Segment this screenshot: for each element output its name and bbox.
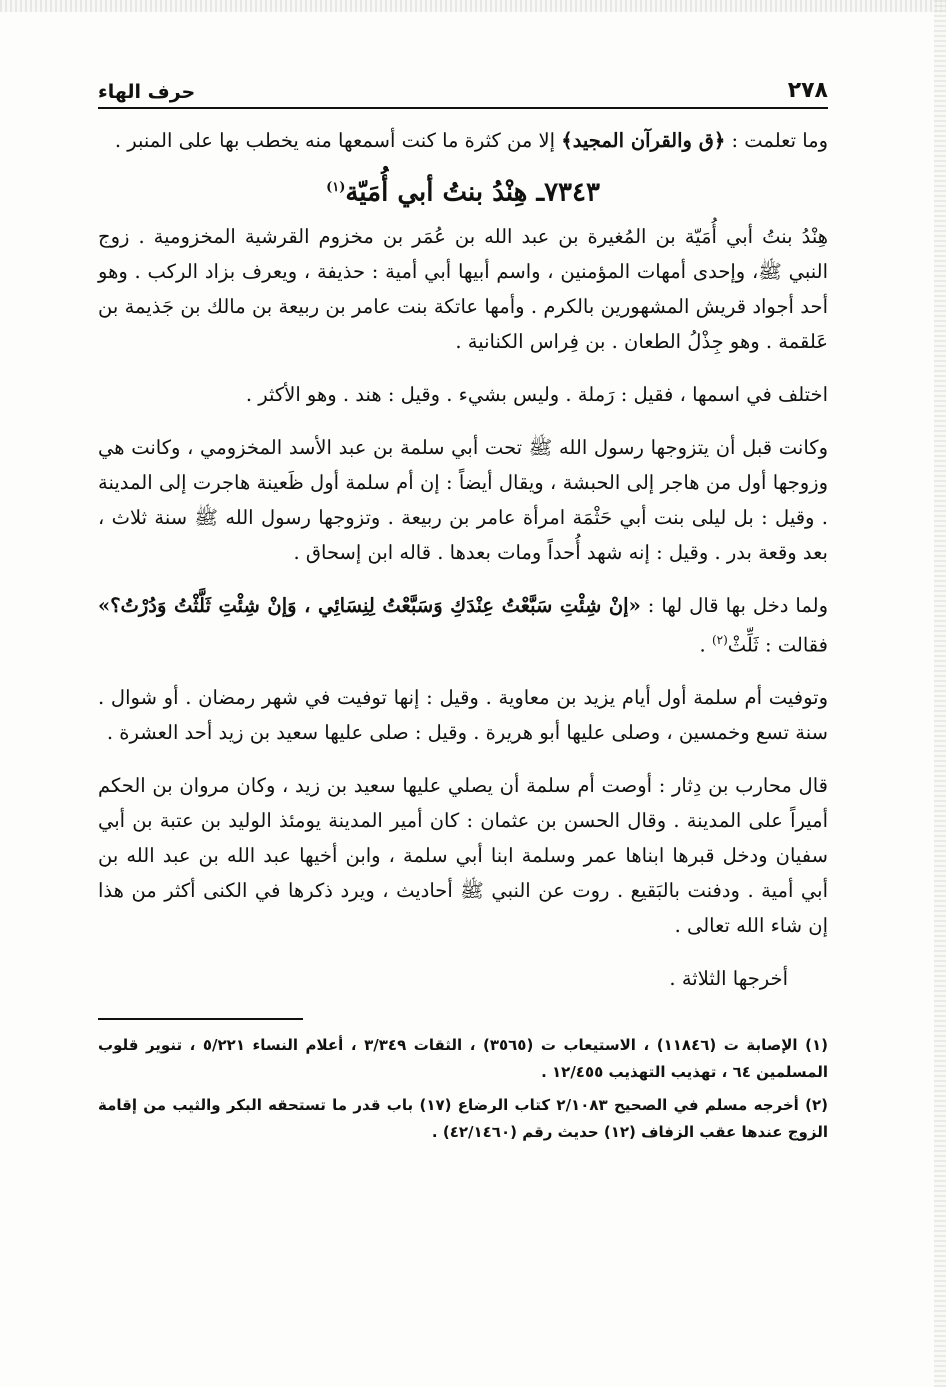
- footnote-2: (٢) أخرجه مسلم في الصحيح ٢/١٠٨٣ كتاب الرضاع (١٧) باب قدر ما تستحقه البكر والثيب من إقامة الزوج عندها عقب الزفاف (١٢) حديث رقم (٤٢/١٤٦٠) .: [98, 1096, 828, 1142]
- paragraph-sources: أخرجها الثلاثة .: [669, 967, 788, 991]
- footnote-1: (١) الإصابة ت (١١٨٤٦) ، الاستيعاب ت (٣٥٦٥) ، الثقات ٣/٣٤٩ ، أعلام النساء ٥/٢٢١ ، تنوير قلوب المسلمين ٦٤ ، تهذيب التهذيب ١٢/٤٥٥ .: [98, 1036, 828, 1082]
- main-text: [98, 123, 828, 996]
- entry-title: [98, 170, 828, 211]
- quranic-quote: ﴿ق والقرآن المجيد﴾: [561, 129, 726, 152]
- footnotes: [98, 1032, 828, 1146]
- hadith-quote: «إنْ شِئْتِ سَبَّعْتُ عِنْدَكِ وَسَبَّعْتُ لِنِسَائِي ، وَإنْ شِئْتِ ثَلَّثْتُ وَدُرْتُ؟»: [98, 593, 641, 617]
- paragraph-biography: هِنْدُ بنتُ أبي أُمَيّة بن المُغيرة بن عبد الله بن عُمَر بن مخزوم القرشية المخزومية . زوج النبي ﷺ، وإحدى أمهات المؤمنين ، واسم أبيها أبي أمية : حذيفة ، ويعرف بزاد الركب . وهو أحد أجواد قريش المشهورين بالكرم . وأمها عاتكة بنت عامر بن ربيعة بن مالك بن جَذيمة بن عَلقمة . وهو جِذْلُ الطعان . بن فِراس الكنانية .: [98, 224, 828, 353]
- paragraph-marriage: وكانت قبل أن يتزوجها رسول الله ﷺ تحت أبي سلمة بن عبد الأسد المخزومي ، وكانت هي وزوجها أول من هاجر إلى الحبشة ، ويقال أيضاً : إن أم سلمة أول ظَعينة هاجرت إلى المدينة . وقيل : بل ليلى بنت أبي حَثْمَة امرأة عامر بن ربيعة . وتزوجها رسول الله ﷺ سنة ثلاث ، بعد وقعة بدر . وقيل : إنه شهد أُحداً ومات بعدها . قاله ابن إسحاق .: [98, 435, 828, 564]
- intro-text-before: وما تعلمت :: [731, 129, 828, 152]
- intro-text-after: إلا من كثرة ما كنت أسمعها منه يخطب بها على المنبر .: [114, 129, 556, 152]
- book-page: [98, 78, 828, 1152]
- scan-border-right: [934, 0, 946, 1387]
- hadith-reply: فقالت : ثَلِّثْ: [727, 633, 828, 657]
- paragraph-hadith: ولما دخل بها قال لها : «إنْ شِئْتِ سَبَّعْتُ عِنْدَكِ وَسَبَّعْتُ لِنِسَائِي ، وَإنْ شِئْتِ ثَلَّثْتُ وَدُرْتُ؟» فقالت : ثَلِّثْ$^{(٢)}$ .: [98, 593, 828, 657]
- running-header: [98, 78, 828, 109]
- hadith-intro: ولما دخل بها قال لها :: [647, 593, 828, 617]
- paragraph-burial: قال محارب بن دِثار : أوصت أم سلمة أن يصلي عليها سعيد بن زيد ، وكان مروان بن الحكم أميراً على المدينة . وقال الحسن بن عثمان : كان أمير المدينة يومئذ الوليد بن عتبة بن أبي سفيان ودخل قبرها ابناها عمر وسلمة ابنا أبي سلمة ، وابن أخيها عبد الله بن عبد الله بن أبي أمية . ودفنت بالبَقيع . روت عن النبي ﷺ أحاديث ، ويرد ذكرها في الكنى أكثر من هذا إن شاء الله تعالى .: [98, 774, 828, 938]
- scan-border-top: [0, 0, 946, 12]
- intro-paragraph: [98, 123, 828, 158]
- footnote-ref-2: (٢): [711, 632, 728, 647]
- footnote-ref-1: (١): [326, 180, 346, 195]
- footnote-divider: [98, 1018, 303, 1020]
- section-title: حرف الهاء: [98, 81, 196, 103]
- page-number: ٢٧٨: [787, 78, 828, 103]
- paragraph-death: وتوفيت أم سلمة أول أيام يزيد بن معاوية . وقيل : إنها توفيت في شهر رمضان . أو شوال . سنة تسع وخمسين ، وصلى عليها أبو هريرة . وقيل : صلى عليها سعيد بن زيد أحد العشرة .: [98, 686, 828, 745]
- paragraph-name-dispute: اختلف في اسمها ، فقيل : رَملة . وليس بشيء . وقيل : هند . وهو الأكثر .: [245, 382, 828, 406]
- entry-title-text: ٧٣٤٣ـ هِنْدُ بنتُ أبي أُمَيّة: [345, 177, 600, 208]
